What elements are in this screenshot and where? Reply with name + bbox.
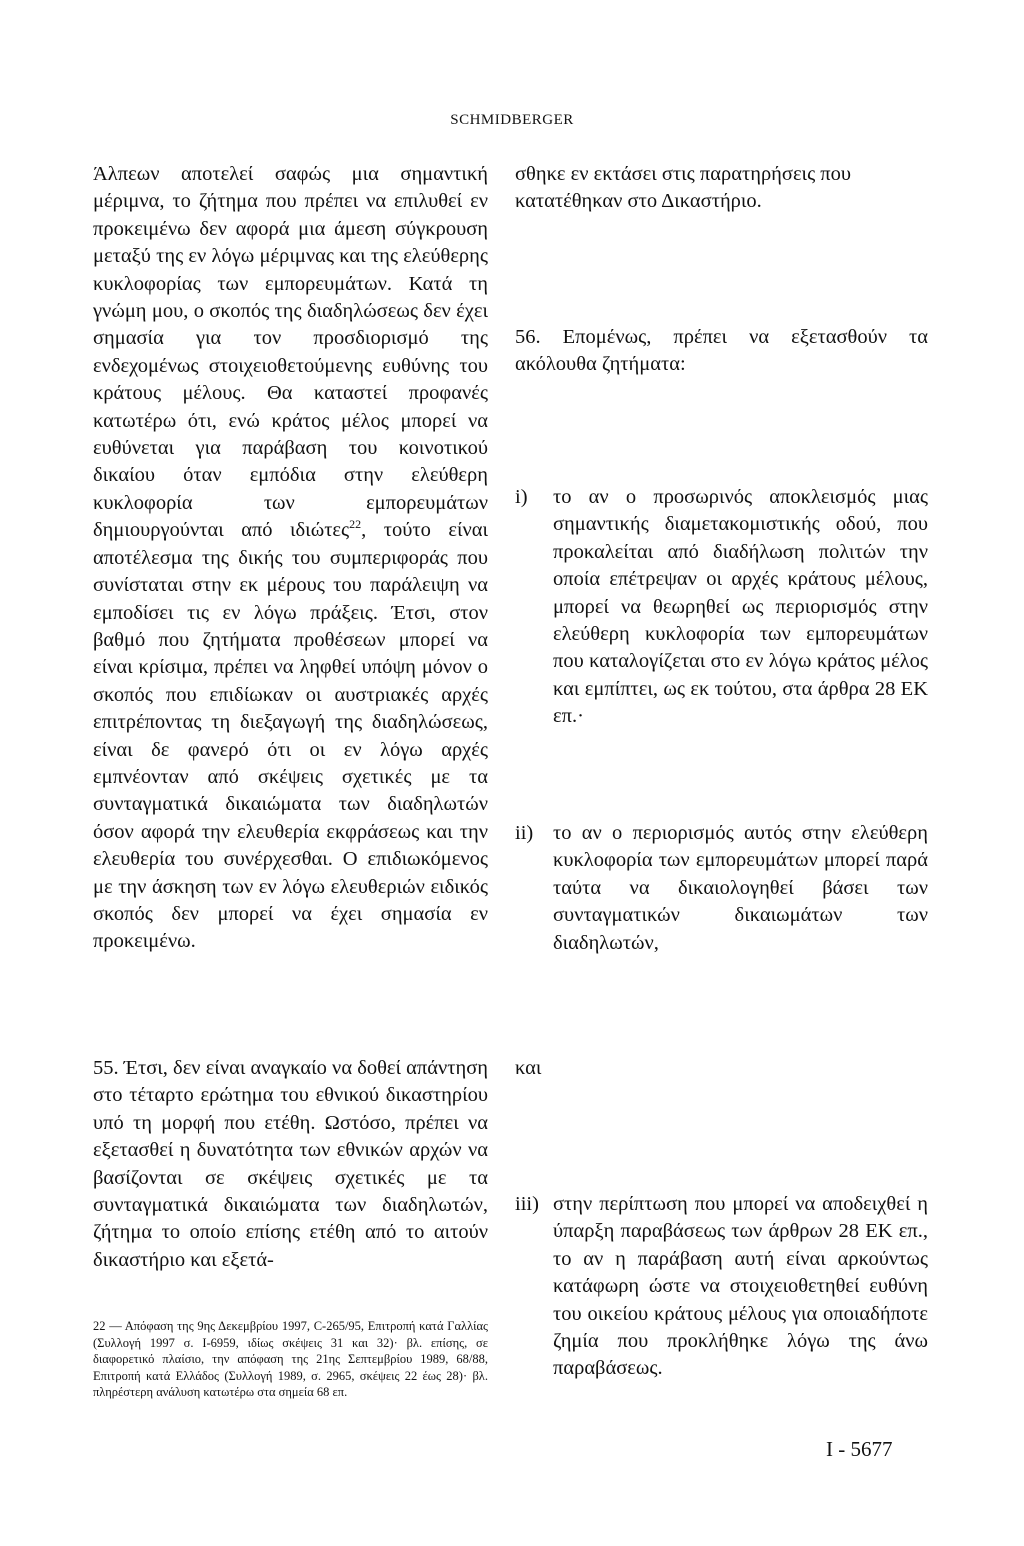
list-item-text: στην περίπτωση που μπορεί να αποδειχθεί η ύπαρξη παραβάσεως των άρθρων 28 ΕΚ επ., το αν η παράβαση αυτή είναι αρκούντως κατάφωρη ώστε να στοιχειοθετηθεί ευθύνη του οικείου κράτους μέλους για οποιαδήποτε ζημία που προκλήθηκε λόγω της άνω παραβάσεως. bbox=[553, 1193, 928, 1380]
running-header: SCHMIDBERGER bbox=[450, 112, 574, 128]
paragraph-text-after-footnote: , τούτο είναι αποτέλεσμα της δικής του συμπεριφοράς που συνίσταται στην εκ μέρους του παράλειψη να εμποδίσει τις εν λόγω πράξεις. Έτσι, στον βαθμό που ζητήματα προθέσεων μπορεί να είναι κρίσιμα, πρέπει να ληφθεί υπόψη μόνον ο σκοπός που επιδίωκαν οι αυστριακές αρχές επιτρέποντας τη διεξαγωγή της διαδηλώσεως, είναι δε φανερό ότι οι εν λόγω αρχές εμπνέονταν από σκέψεις σχετικές με τα συνταγματικά δικαιώματα των διαδηλωτών όσον αφορά την ελευθερία εκφράσεως και την ελευθερία του συνέρχεσθαι. Ο επιδιωκόμενος με την άσκηση των εν λόγω ελευθεριών ειδικός σκοπός δεν μπορεί να έχει σημασία εν προκειμένω. bbox=[93, 519, 488, 953]
list-item-text: το αν ο προσωρινός αποκλεισμός μιας σημαντικής διαμετακομιστικής οδού, που προκαλείται από διαδήλωση πολιτών την οποία επέτρεψαν οι αρχές κράτους μέλους, μπορεί να θεωρηθεί ως περιορισμός στην ελεύθερη κυκλοφορία των εμπορευμάτων που καταλογίζεται στο εν λόγω κράτος μέλος και εμπίπτει, ως εκ τούτου, στα άρθρα 28 ΕΚ επ.· bbox=[553, 486, 928, 728]
paragraph-54-continuation bbox=[93, 161, 488, 956]
page-number: I - 5677 bbox=[826, 1437, 893, 1461]
paragraph-56: 56. Επομένως, πρέπει να εξετασθούν τα ακόλουθα ζητήματα: bbox=[515, 326, 928, 376]
list-marker: iii) bbox=[515, 1193, 539, 1215]
paragraph-continuation: σθηκε εν εκτάσει στις παρατηρήσεις που κατατέθηκαν στο Δικαστήριο. bbox=[515, 163, 852, 213]
list-item bbox=[515, 1191, 928, 1383]
list-marker: i) bbox=[515, 486, 528, 508]
footnote-22: 22 — Απόφαση της 9ης Δεκεμβρίου 1997, C-265/95, Επιτροπή κατά Γαλλίας (Συλλογή 1997 σ. I-6959, ιδίως σκέψεις 31 και 32)· βλ. επίσης, σε διαφορετικό πλαίσιο, την απόφαση της 21ης Σεπτεμβρίου 1989, 68/88, Επιτροπή κατά Ελλάδος (Συλλογή 1989, σ. 2965, σκέψεις 22 έως 28)· βλ. πληρέστερη ανάλυση κατωτέρω στα σημεία 68 επ. bbox=[93, 1319, 488, 1400]
list-marker: ii) bbox=[515, 822, 534, 844]
connector-text: και bbox=[515, 1057, 542, 1079]
paragraph-55: 55. Έτσι, δεν είναι αναγκαίο να δοθεί απάντηση στο τέταρτο ερώτημα του εθνικού δικαστηρίου υπό τη μορφή που ετέθη. Ωστόσο, πρέπει να εξετασθεί η δυνατότητα των εθνικών αρχών να βασίζονται σε σκέψεις σχετικές με τα συνταγματικά δικαιώματα των διαδηλωτών, ζήτημα το οποίο επίσης ετέθη από το αιτούν δικαστήριο και εξετά- bbox=[93, 1057, 488, 1271]
list-item bbox=[515, 820, 928, 957]
list-item-text: το αν ο περιορισμός αυτός στην ελεύθερη κυκλοφορία των εμπορευμάτων μπορεί παρά ταύτα να δικαιολογηθεί βάσει των συνταγματικών δικαιωμάτων των διαδηλωτών, bbox=[553, 822, 928, 954]
footnote-reference[interactable]: 22 bbox=[349, 517, 362, 532]
list-item bbox=[515, 484, 928, 731]
paragraph-text-before-footnote: Άλπεων αποτελεί σαφώς μια σημαντική μέριμνα, το ζήτημα που πρέπει να επιλυθεί εν προκειμένω δεν αφορά μια άμεση σύγκρουση μεταξύ της εν λόγω μέριμνας και της ελεύθερης κυκλοφορίας των εμπορευμάτων. Κατά τη γνώμη μου, ο σκοπός της διαδηλώσεως δεν έχει σημασία για τον προσδιορισμό της ενδεχομένως στοιχειοθετούμενης ευθύνης του κράτους μέλους. Θα καταστεί προφανές κατωτέρω ότι, ενώ κράτος μέλος μπορεί να ευθύνεται για παράβαση του κοινοτικού δικαίου όταν εμπόδια στην ελεύθερη κυκλοφορία των εμπορευμάτων δημιουργούνται από ιδιώτες bbox=[93, 163, 488, 542]
